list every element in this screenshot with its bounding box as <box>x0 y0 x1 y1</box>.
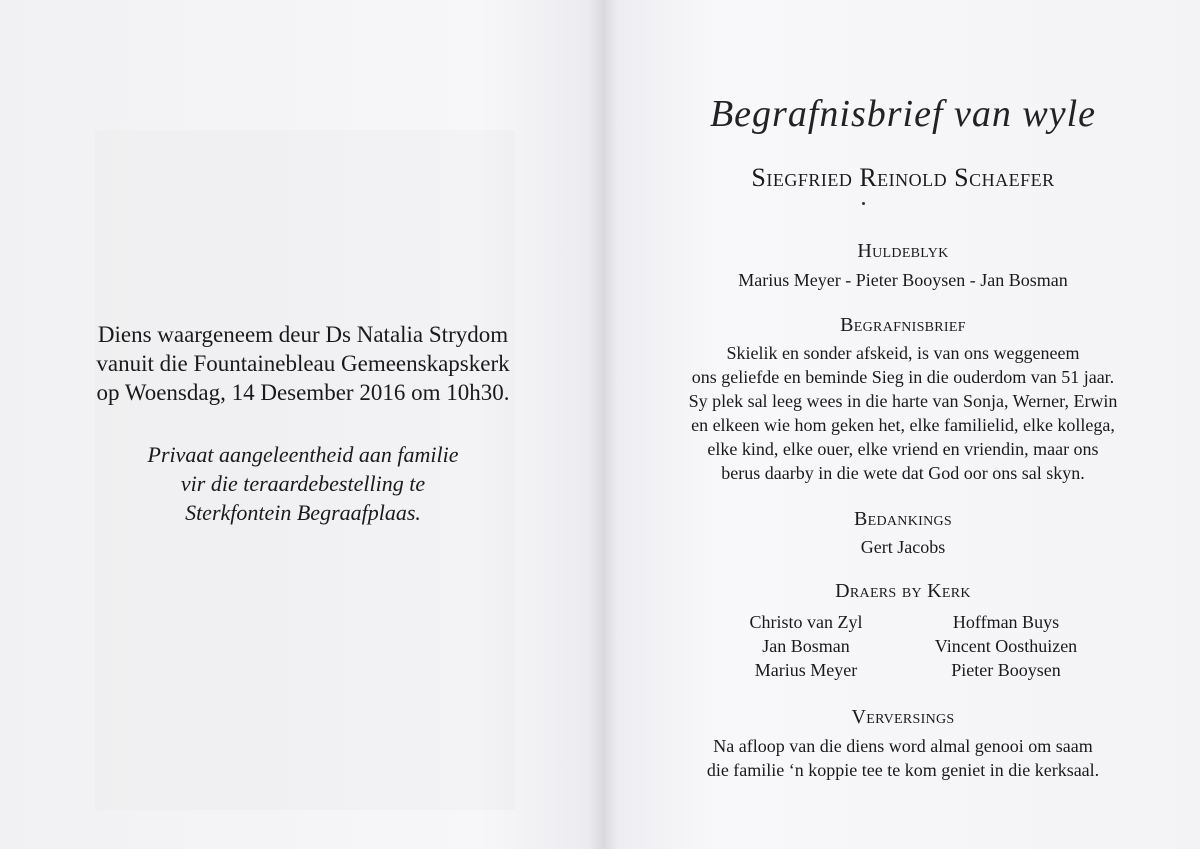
bearer-name: Christo van Zyl <box>749 612 863 632</box>
bearer-name: Jan Bosman <box>762 636 850 656</box>
bearer-name: Pieter Booysen <box>951 660 1061 680</box>
bedankings-heading: Bedankings <box>853 508 952 530</box>
huldeblyk-heading: Huldeblyk <box>857 240 949 262</box>
begrafnisbrief-text <box>606 341 1200 485</box>
burial-line: Sterkfontein Begraafplaas. <box>185 500 421 525</box>
service-line: Diens waargeneem deur Ds Natalia Strydom <box>97 322 509 347</box>
burial-line: vir die teraardebestelling te <box>180 471 426 496</box>
begrafnisbrief-line: ons geliefde en beminde Sieg in die ouderdom van 51 jaar. <box>691 367 1115 387</box>
draers-heading: Draers by Kerk <box>835 580 971 602</box>
verversings-text <box>606 734 1200 782</box>
service-details <box>0 320 606 407</box>
verversings-heading: Verversings <box>851 706 955 728</box>
verversings-line: Na afloop van die diens word almal genooi om saam <box>713 736 1093 756</box>
service-line: op Woensdag, 14 Desember 2016 om 10h30. <box>96 380 510 405</box>
bearers-right-column <box>896 610 1116 682</box>
ornament-dot <box>862 202 865 205</box>
bedankings-line: Gert Jacobs <box>860 537 946 557</box>
begrafnisbrief-line: berus daarby in die wete dat God oor ons sal skyn. <box>721 463 1085 483</box>
script-title: Begrafnisbrief van wyle <box>709 93 1097 135</box>
begrafnisbrief-line: en elkeen wie hom geken het, elke familielid, elke kollega, <box>691 415 1115 435</box>
bearer-name: Hoffman Buys <box>952 612 1060 632</box>
right-page <box>606 0 1200 849</box>
deceased-name: Siegfried Reinold Schaefer <box>751 163 1055 192</box>
bearer-name: Marius Meyer <box>754 660 858 680</box>
huldeblyk-line: Marius Meyer - Pieter Booysen - Jan Bosman <box>738 270 1068 290</box>
service-line: vanuit die Fountainebleau Gemeenskapskerk <box>96 351 510 376</box>
huldeblyk-text <box>606 268 1200 292</box>
begrafnisbrief-line: Sy plek sal leeg wees in die harte van Sonja, Werner, Erwin <box>688 391 1118 411</box>
bearer-name: Vincent Oosthuizen <box>934 636 1078 656</box>
begrafnisbrief-line: Skielik en sonder afskeid, is van ons weggeneem <box>726 343 1080 363</box>
bearers-left-column <box>716 610 896 682</box>
burial-note <box>0 440 606 527</box>
bedankings-text <box>606 535 1200 559</box>
begrafnisbrief-heading: Begrafnisbrief <box>840 314 966 336</box>
burial-line: Privaat aangeleentheid aan familie <box>147 442 459 467</box>
begrafnisbrief-line: elke kind, elke ouer, elke vriend en vriendin, maar ons <box>707 439 1099 459</box>
verversings-line: die familie ‘n koppie tee te kom geniet in die kerksaal. <box>706 760 1100 780</box>
